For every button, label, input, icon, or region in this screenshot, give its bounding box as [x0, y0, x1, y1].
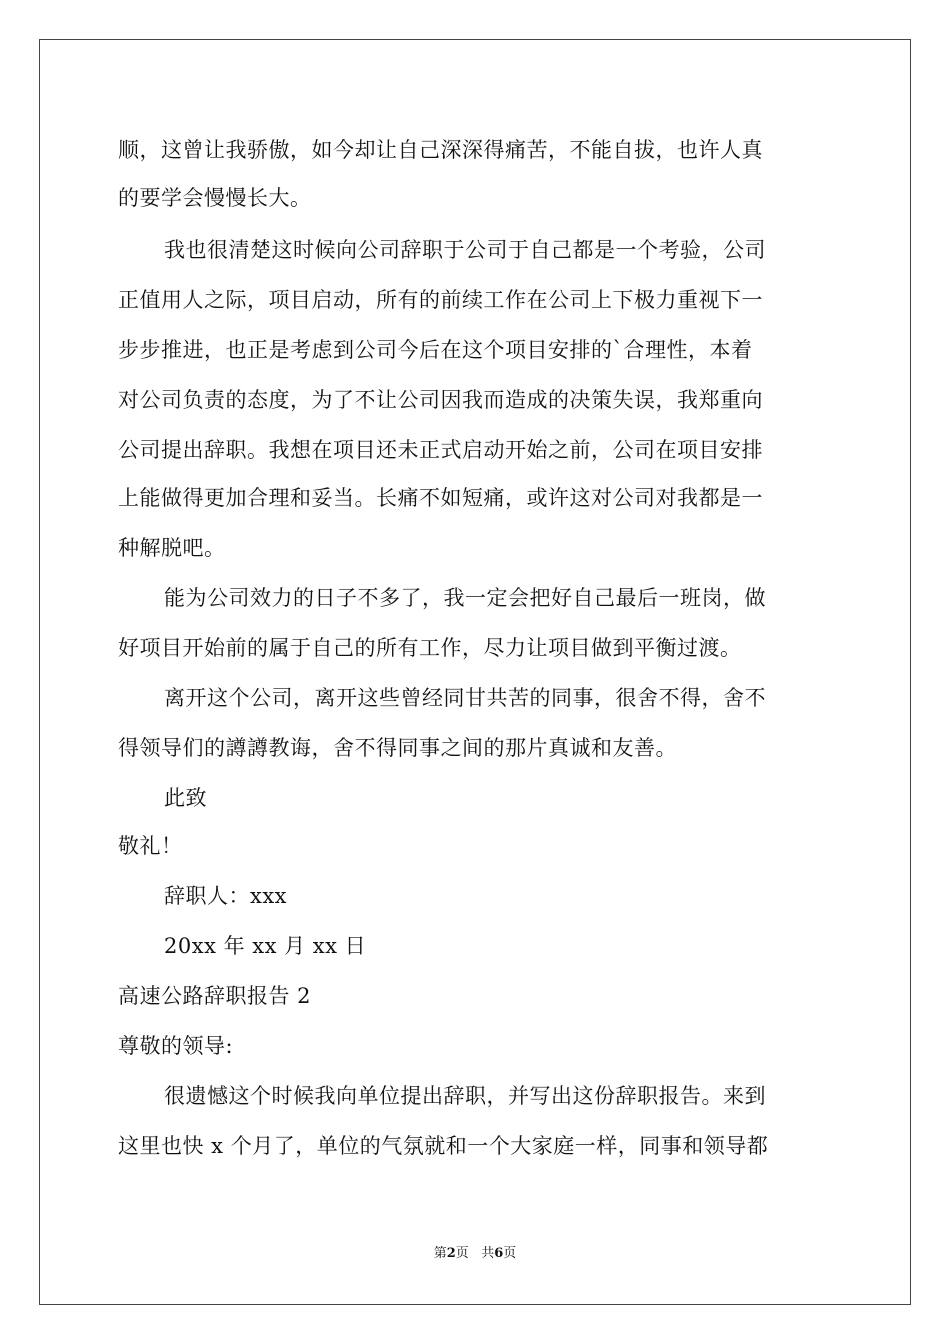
- page-number: 2: [446, 1246, 456, 1261]
- greeting-line: 尊敬的领导:: [118, 1034, 234, 1058]
- text-line: 顺，这曾让我骄傲，如今却让自己深深得痛苦，不能自拔，也许人真: [118, 138, 763, 162]
- section-title: 高速公路辞职报告 2: [118, 984, 312, 1008]
- page-prefix: 第: [433, 1246, 447, 1261]
- page-footer: [0, 1245, 950, 1263]
- text-line: 这里也快 x 个月了，单位的气氛就和一个大家庭一样，同事和领导都: [118, 1134, 769, 1158]
- signer-line: 辞职人：xxx: [164, 884, 288, 908]
- text-line: 步步推进，也正是考虑到公司今后在这个项目安排的`合理性，本着: [118, 338, 753, 362]
- text-line: 对公司负责的态度，为了不让公司因我而造成的决策失误，我郑重向: [118, 388, 763, 412]
- page-border: [39, 39, 911, 1305]
- text-line: 的要学会慢慢长大。: [118, 186, 312, 210]
- text-line: 上能做得更加合理和妥当。长痛不如短痛，或许这对公司对我都是一: [118, 486, 763, 510]
- text-line: 很遗憾这个时候我向单位提出辞职，并写出这份辞职报告。来到: [164, 1084, 766, 1108]
- text-line: 得领导们的譐譐教诲，舍不得同事之间的那片真诚和友善。: [118, 736, 677, 760]
- text-line: 我也很清楚这时候向公司辞职于公司于自己都是一个考验，公司: [164, 238, 766, 262]
- text-line: 能为公司效力的日子不多了，我一定会把好自己最后一班岗，做: [164, 586, 766, 610]
- text-line: 正值用人之际，项目启动，所有的前续工作在公司上下极力重视下一: [118, 288, 763, 312]
- text-line: 种解脱吧。: [118, 536, 226, 560]
- page-suffix: 页: [455, 1246, 469, 1261]
- total-suffix: 页: [503, 1246, 517, 1261]
- text-line: 离开这个公司，离开这些曾经同甘共苦的同事，很舍不得，舍不: [164, 686, 766, 710]
- date-line: 20xx 年 xx 月 xx 日: [164, 934, 367, 958]
- total-prefix: 共: [481, 1246, 495, 1261]
- closing-line: 此致: [164, 786, 207, 810]
- text-line: 好项目开始前的属于自己的所有工作，尽力让项目做到平衡过渡。: [118, 636, 742, 660]
- text-line: 公司提出辞职。我想在项目还未正式启动开始之前，公司在项目安排: [118, 438, 763, 462]
- total-pages: 6: [494, 1246, 504, 1261]
- salutation-line: 敬礼！: [118, 834, 183, 858]
